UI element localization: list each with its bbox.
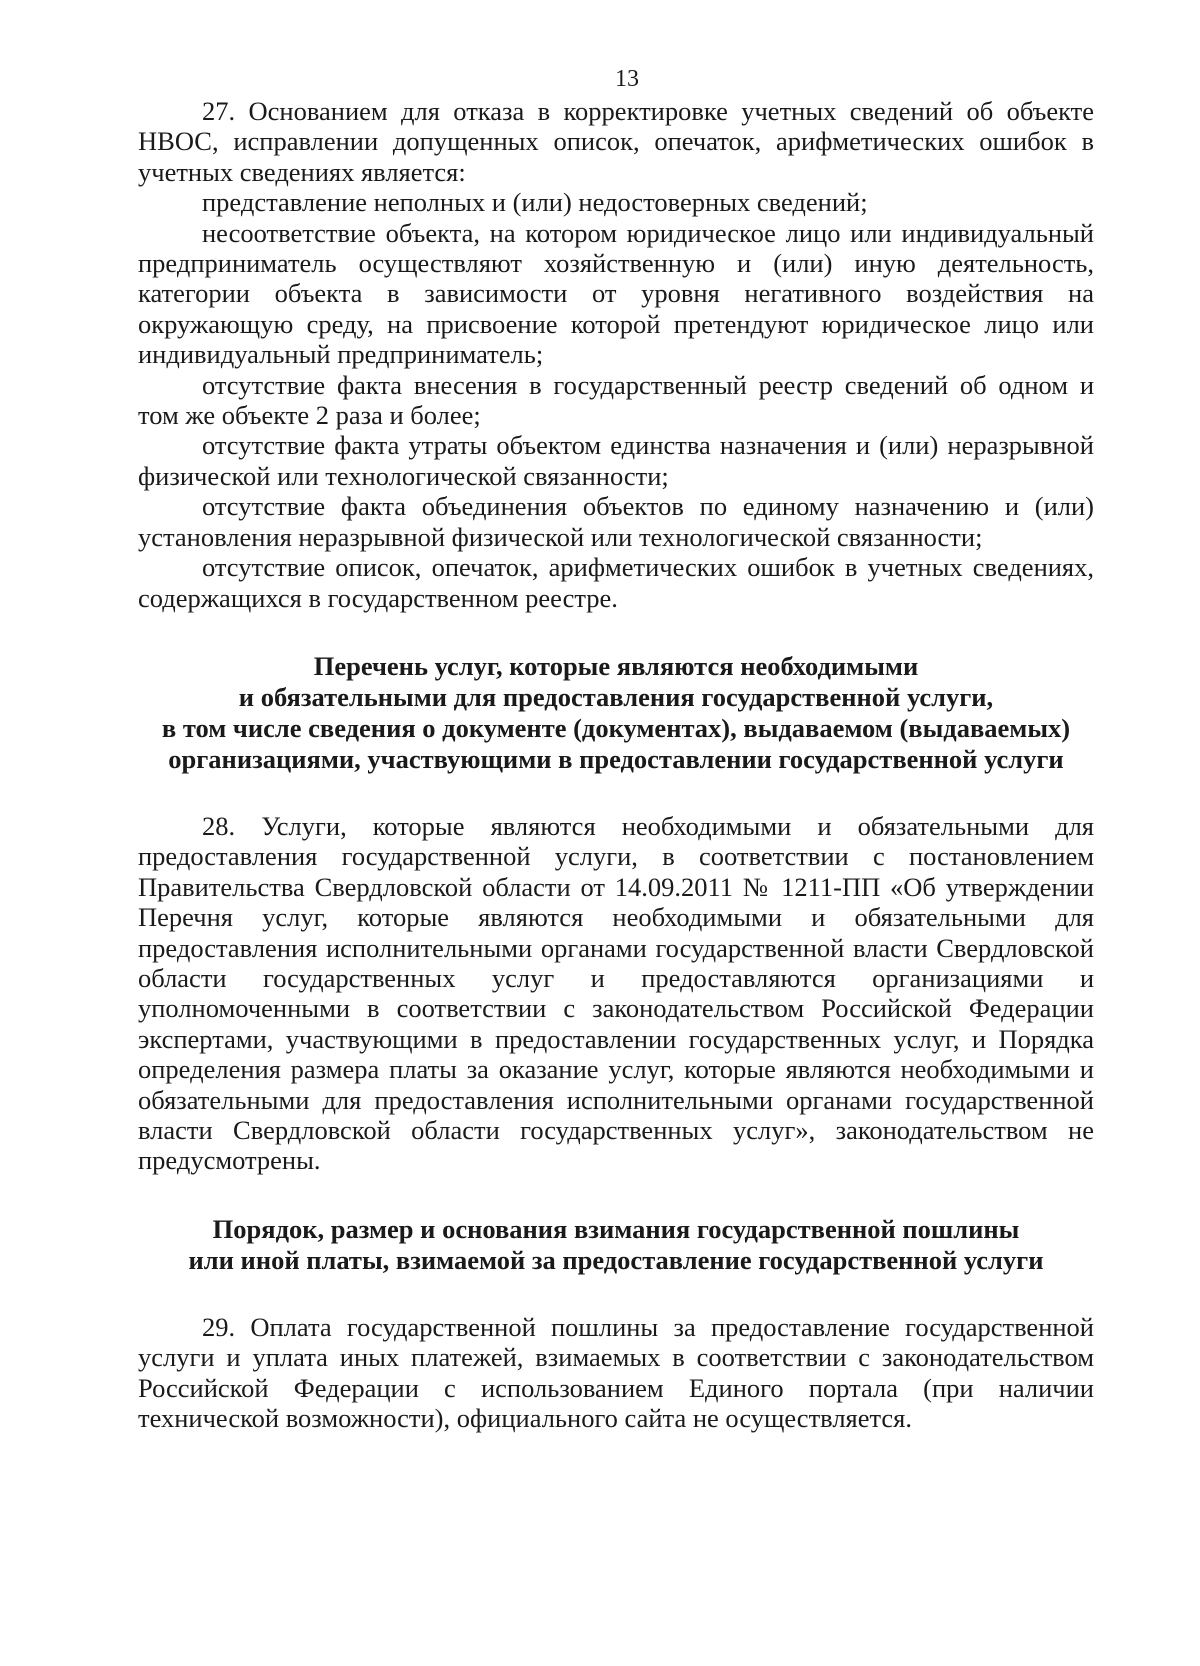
paragraph-27-item-5: отсутствие факта объединения объектов по единому назначению и (или) установления неразрывной физической или технологической связанности; [138, 491, 1094, 552]
paragraph-27-item-6: отсутствие описок, опечаток, арифметических ошибок в учетных сведениях, содержащихся в государственном реестре. [138, 552, 1094, 613]
paragraph-27-item-4: отсутствие факта утраты объектом единства назначения и (или) неразрывной физической или технологической связанности; [138, 430, 1094, 491]
section-28 [138, 811, 1094, 1176]
section-heading-services-list [138, 651, 1094, 775]
paragraph-27-item-2: несоответствие объекта, на котором юридическое лицо или индивидуальный предприниматель осуществляют хозяйственную и (или) иную деятельность, категории объекта в зависимости от уровня негативного воздействия на окружающую среду, на присвоение которой претендуют юридическое лицо или индивидуальный предприниматель; [138, 217, 1094, 370]
page-number: 13 [615, 66, 639, 92]
paragraph-27-item-1: представление неполных и (или) недостоверных сведений; [202, 187, 868, 218]
paragraph-28: 28. Услуги, которые являются необходимыми и обязательными для предоставления государственной услуги, в соответствии с постановлением Правительства Свердловской области от 14.09.2011 № 1211-ПП «Об утверждении Перечня услуг, которые являются необходимыми и обязательными для предоставления исполнительными органами государственной власти Свердловской области государственных услуг и предоставляются организациями и уполномоченными в соответствии с законодательством Российской Федерации экспертами, участвующими в предоставлении государственных услуг, и Порядка определения размера платы за оказание услуг, которые являются необходимыми и обязательными для предоставления исполнительными органами государственной власти Свердловской области государственных услуг», законодательством не предусмотрены. [138, 810, 1094, 1176]
section-29 [138, 1312, 1094, 1434]
heading-line: Порядок, размер и основания взимания государственной пошлины [212, 1213, 1020, 1244]
heading-line: в том числе сведения о документе (документах), выдаваемом (выдаваемых) [161, 712, 1071, 743]
paragraph-29: 29. Оплата государственной пошлины за предоставление государственной услуги и уплата иных платежей, взимаемых в соответствии с законодательством Российской Федерации с использованием Единого портала (при наличии технической возможности), официального сайта не осуществляется. [138, 1311, 1094, 1433]
paragraph-27-item-3: отсутствие факта внесения в государственный реестр сведений об одном и том же объекте 2 раза и более; [138, 369, 1094, 431]
heading-line: и обязательными для предоставления государственной услуги, [238, 681, 994, 712]
heading-line: или иной платы, взимаемой за предоставление государственной услуги [188, 1244, 1044, 1275]
section-heading-state-fee [138, 1214, 1094, 1276]
heading-line: Перечень услуг, которые являются необходимыми [313, 650, 919, 681]
heading-line: организациями, участвующими в предоставлении государственной услуги [168, 743, 1064, 774]
section-27 [138, 96, 1094, 613]
paragraph-27-intro: 27. Основанием для отказа в корректировке учетных сведений об объекте НВОС, исправлении допущенных описок, опечаток, арифметических ошибок в учетных сведениях является: [138, 96, 1094, 187]
